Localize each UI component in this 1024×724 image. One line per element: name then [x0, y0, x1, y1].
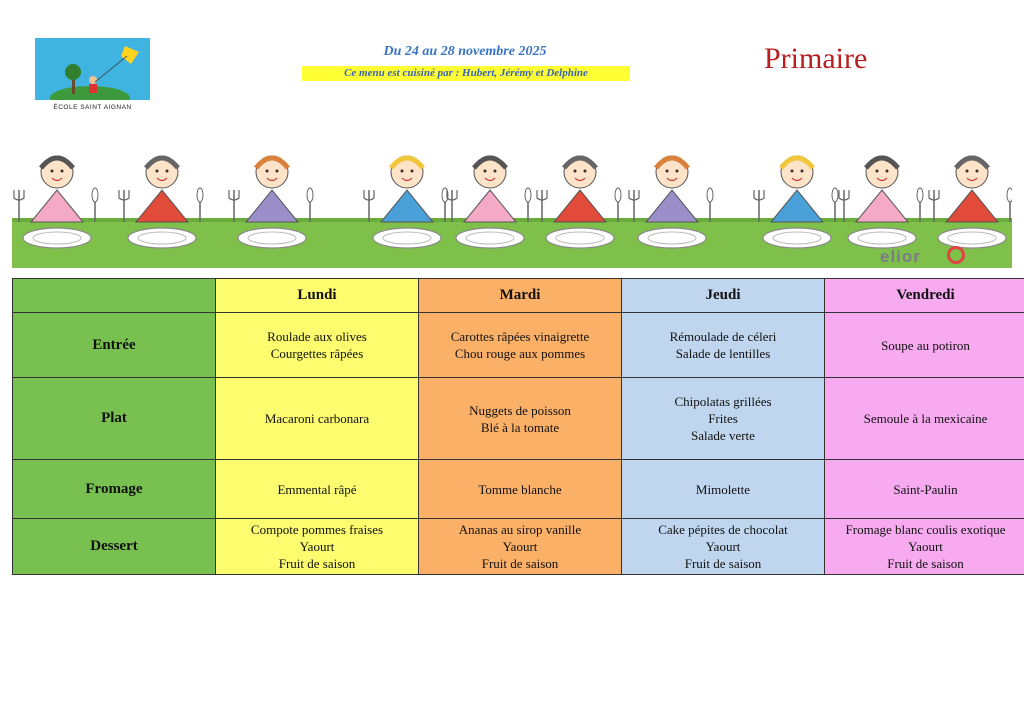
menu-cell	[825, 313, 1024, 378]
dish-item: Fromage blanc coulis exotique	[845, 522, 1006, 537]
menu-dates: Du 24 au 28 novembre 2025	[383, 44, 547, 59]
dish-item: Yaourt	[502, 539, 538, 554]
table-row	[13, 519, 1024, 575]
dish-item: Tomme blanche	[478, 481, 562, 497]
day-header-mardi: Mardi	[419, 279, 622, 313]
logo-illustration	[35, 38, 150, 100]
dish-item: Fruit de saison	[481, 556, 559, 571]
day-header-jeudi: Jeudi	[622, 279, 825, 313]
dish-item: Carottes râpées vinaigrette	[450, 329, 590, 344]
menu-cell	[419, 519, 622, 575]
day-header-vendredi: Vendredi	[825, 279, 1024, 313]
dish-item: Cake pépites de chocolat	[658, 522, 788, 537]
table-row	[13, 378, 1024, 460]
brand-logo: elior	[880, 247, 921, 266]
dish-item: Fruit de saison	[887, 556, 964, 571]
menu-cell	[419, 378, 622, 460]
course-label: Plat	[13, 378, 216, 460]
day-header-lundi: Lundi	[216, 279, 419, 313]
school-logo	[35, 38, 150, 116]
corner-cell	[13, 279, 216, 313]
menu-cell	[419, 460, 622, 519]
menu-cell	[825, 519, 1024, 575]
dish-item: Emmental râpé	[277, 481, 357, 497]
menu-cell	[622, 378, 825, 460]
school-name: ÉCOLE SAINT AIGNAN	[53, 104, 132, 111]
dish-item: Compote pommes fraises	[250, 522, 384, 537]
course-label: Dessert	[13, 519, 216, 575]
dish-item: Chou rouge aux pommes	[454, 346, 586, 361]
dish-item: Nuggets de poisson	[469, 402, 571, 418]
dish-item: Saint-Paulin	[893, 481, 958, 497]
dish-item: Ananas au sirop vanille	[458, 522, 582, 537]
menu-cell	[216, 460, 419, 519]
table-row	[13, 460, 1024, 519]
dish-item: Fruit de saison	[684, 556, 762, 571]
menu-cell	[216, 519, 419, 575]
course-label: Fromage	[13, 460, 216, 519]
brand-mark-icon	[947, 246, 965, 264]
dish-item: Courgettes râpées	[270, 346, 364, 361]
menu-cell	[216, 313, 419, 378]
dish-item: Chipolatas grillées	[674, 394, 772, 409]
dish-item: Macaroni carbonara	[264, 411, 370, 426]
dish-item: Mimolette	[695, 481, 751, 497]
dish-item: Yaourt	[705, 539, 741, 554]
menu-cell	[622, 519, 825, 575]
menu-cell	[825, 460, 1024, 519]
menu-cooks: Ce menu est cuisiné par : Hubert, Jérémy et Delphine	[302, 66, 630, 81]
course-label: Entrée	[13, 313, 216, 378]
menu-cell	[622, 313, 825, 378]
menu-table	[12, 278, 1024, 575]
dish-item: Salade de lentilles	[675, 346, 771, 361]
table-row	[13, 313, 1024, 378]
dish-item: Fruit de saison	[278, 556, 356, 571]
menu-cell	[216, 378, 419, 460]
children-banner	[12, 140, 1012, 268]
table-header-row	[13, 279, 1024, 313]
dish-item: Yaourt	[299, 539, 335, 554]
menu-cell	[825, 378, 1024, 460]
menu-cell	[622, 460, 825, 519]
menu-cell	[419, 313, 622, 378]
dish-item: Roulade aux olives	[267, 329, 367, 344]
dish-item: Blé à la tomate	[480, 419, 560, 435]
dish-item: Semoule à la mexicaine	[863, 411, 988, 426]
school-level: Primaire	[764, 42, 868, 75]
dish-item: Soupe au potiron	[881, 337, 970, 353]
dish-item: Yaourt	[908, 539, 943, 554]
dish-item: Frites	[708, 411, 738, 426]
dish-item: Salade verte	[691, 428, 755, 443]
dish-item: Rémoulade de céleri	[669, 329, 777, 344]
